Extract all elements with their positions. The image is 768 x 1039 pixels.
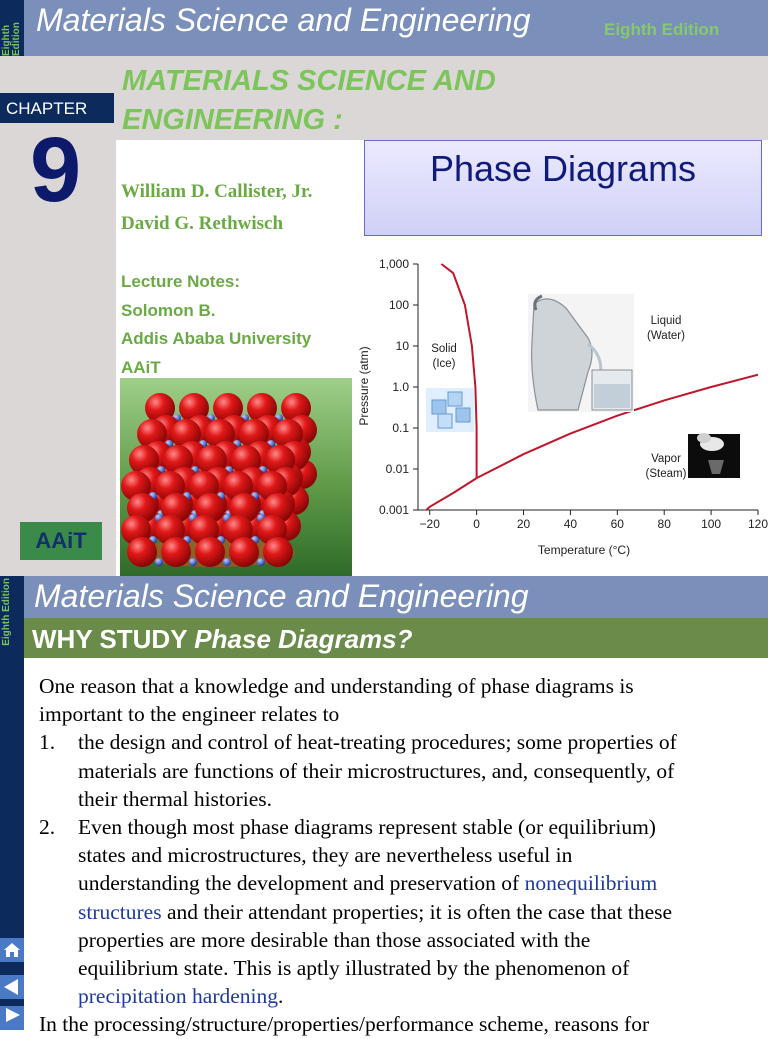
- edition-label: Eighth Edition: [604, 20, 720, 39]
- book-title: [122, 62, 496, 140]
- atom-blue: [223, 558, 231, 566]
- item2-line6: equilibrium state. This is aptly illustrated by the phenomenon of: [78, 956, 630, 981]
- nonequilibrium-link[interactable]: nonequilibrium: [524, 871, 658, 896]
- item1-line2: materials are functions of their microstructures, and, consequently, of: [78, 758, 675, 783]
- section-heading: [32, 623, 413, 655]
- slide2-header-title: Materials Science and Engineering: [34, 578, 529, 614]
- x-tick-label: 20: [516, 517, 531, 531]
- back-button[interactable]: [0, 975, 24, 999]
- heading-italic: Phase Diagrams?: [194, 624, 413, 654]
- author-2: David G. Rethwisch: [121, 213, 284, 234]
- header-title: Materials Science and Engineering: [36, 2, 531, 38]
- item1-line1: the design and control of heat-treating procedures; some properties of: [78, 730, 677, 755]
- structures-link[interactable]: structures: [78, 899, 162, 924]
- item2-end: .: [278, 984, 284, 1009]
- atom-red: [195, 537, 225, 567]
- university: Addis Ababa University: [121, 329, 312, 349]
- atom-blue: [189, 558, 197, 566]
- chapter-label: CHAPTER: [6, 99, 88, 118]
- item2-line2: states and microstructures, they are nevertheless useful in: [78, 843, 573, 868]
- intro-paragraph: [39, 672, 759, 728]
- x-tick-label: 60: [610, 517, 624, 531]
- item2-line4: and their attendant properties; it is often the case that these: [161, 899, 673, 924]
- region-label: Liquid: [650, 315, 682, 327]
- region-label: Solid: [431, 343, 457, 355]
- steam-image: [688, 433, 740, 478]
- home-button[interactable]: [0, 938, 24, 962]
- reasons-list: [39, 728, 759, 1010]
- list-number: 1.: [39, 730, 56, 755]
- x-tick-label: 120: [747, 517, 768, 531]
- y-tick-label: 0.01: [385, 462, 409, 476]
- aait-badge: AAiT: [35, 528, 87, 553]
- atom-red: [161, 537, 191, 567]
- notes-label: Lecture Notes:: [121, 272, 241, 291]
- precipitation-hardening-link[interactable]: precipitation hardening: [78, 984, 278, 1009]
- region-label: (Water): [647, 330, 685, 342]
- intro-line-1: One reason that a knowledge and understanding of phase diagrams is: [39, 674, 634, 698]
- x-tick-label: 80: [657, 517, 671, 531]
- author-1: William D. Callister, Jr.: [121, 181, 313, 202]
- chapter-number: 9: [30, 119, 82, 221]
- atom-blue: [155, 558, 163, 566]
- item2-line1: Even though most phase diagrams represent stable (or equilibrium): [78, 815, 656, 840]
- authors: [121, 176, 312, 240]
- item2-line3: understanding the development and preservation of: [78, 871, 525, 896]
- atom-red: [263, 537, 293, 567]
- x-tick-label: −20: [419, 517, 440, 531]
- pitcher-water-image: [528, 294, 634, 412]
- book-title-line1: MATERIALS SCIENCE AND: [122, 65, 496, 97]
- forward-arrow-icon: [0, 1006, 24, 1024]
- y-tick-label: 0.1: [392, 421, 409, 435]
- y-axis-label: Pressure (atm): [357, 346, 371, 426]
- edition-vertical-text: Eighth Edition: [1, 22, 22, 56]
- lecture-notes: [121, 268, 311, 383]
- notes-author: Solomon B.: [121, 300, 216, 320]
- intro-line-2: important to the engineer relates to: [39, 702, 340, 727]
- y-tick-label: 1.0: [392, 380, 409, 394]
- list-number: 2.: [39, 815, 56, 840]
- region-label: (Steam): [645, 468, 687, 480]
- atom-red: [229, 537, 259, 567]
- back-arrow-icon: [0, 975, 24, 999]
- x-axis-label: Temperature (°C): [537, 543, 631, 557]
- home-icon: [0, 938, 24, 962]
- list-item: [39, 728, 759, 813]
- item2-line5: properties are more desirable than those associated with the: [78, 927, 591, 952]
- phase-title: Phase Diagrams: [429, 148, 697, 189]
- heading-normal: WHY STUDY: [32, 624, 195, 654]
- cut-off-paragraph: In the processing/structure/properties/performance scheme, reasons for: [39, 1012, 650, 1037]
- atom-blue: [257, 558, 265, 566]
- ice-cubes-image: [426, 388, 474, 432]
- water-phase-diagram: [352, 252, 768, 576]
- y-tick-label: 0.001: [378, 503, 409, 517]
- x-tick-label: 0: [473, 517, 480, 531]
- region-label: Vapor: [651, 453, 681, 465]
- edition-strip: [0, 0, 24, 56]
- crystal-lattice-image: [120, 378, 352, 576]
- atom-red: [127, 537, 157, 567]
- list-item: [39, 813, 759, 1010]
- book-title-line2: ENGINEERING :: [122, 104, 343, 136]
- item1-line3: their thermal histories.: [78, 786, 273, 811]
- x-tick-label: 100: [701, 517, 722, 531]
- forward-button[interactable]: [0, 1006, 24, 1030]
- y-tick-label: 10: [395, 339, 409, 353]
- x-tick-label: 40: [563, 517, 578, 531]
- slide2-edition-vertical-text: Eighth Edition: [1, 578, 12, 646]
- slide-body-text: [39, 672, 759, 1039]
- y-tick-label: 100: [388, 298, 409, 312]
- institute: AAiT: [121, 358, 161, 378]
- region-label: (Ice): [432, 358, 456, 370]
- y-tick-label: 1,000: [378, 257, 409, 271]
